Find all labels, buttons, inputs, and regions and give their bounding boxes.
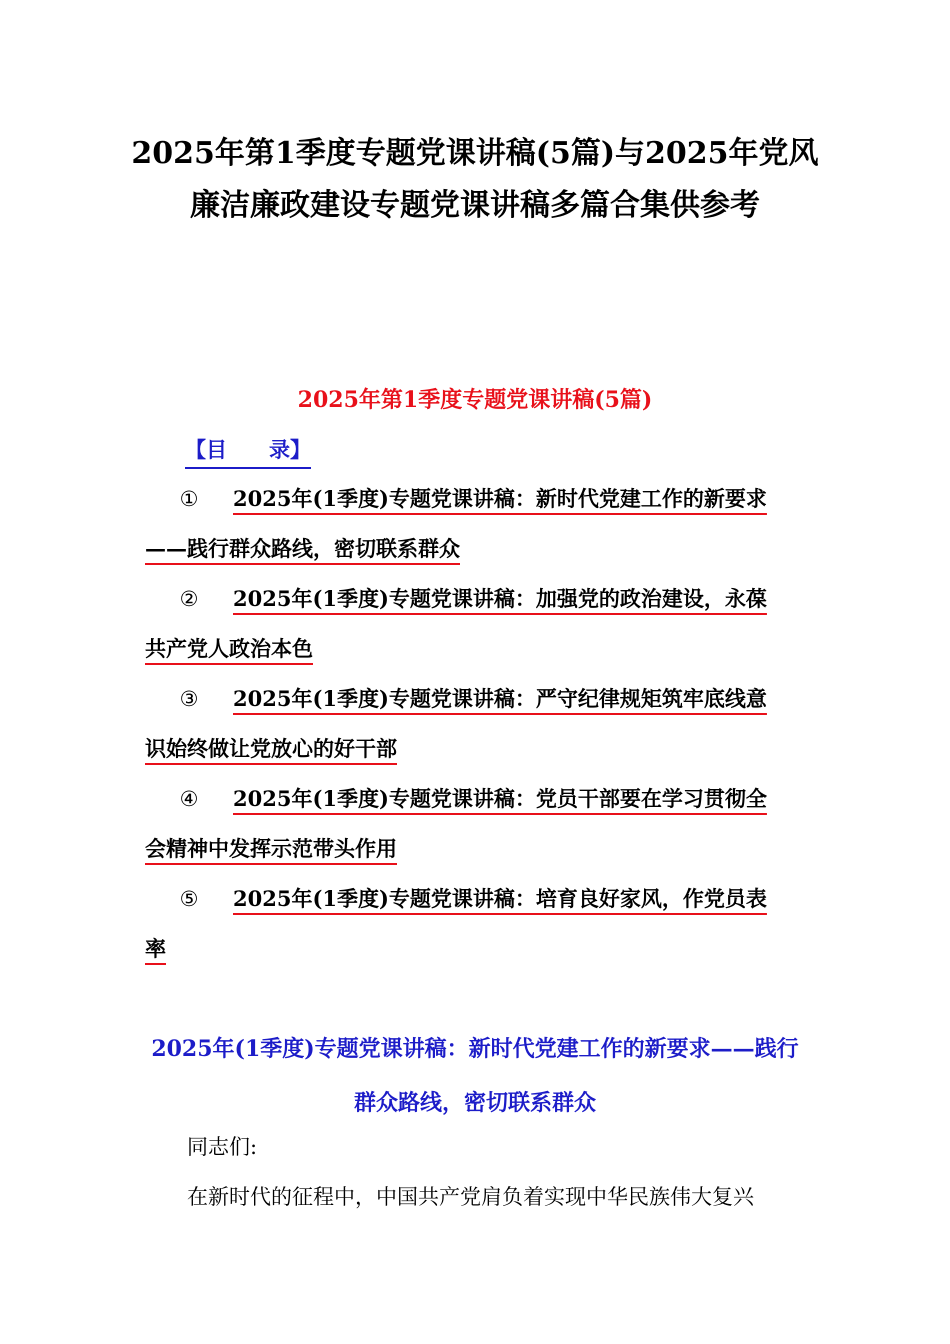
main-title-line-2: 廉洁廉政建设专题党课讲稿多篇合集供参考 (190, 188, 760, 223)
article-title-line-2: 群众路线，密切联系群众 (353, 1090, 596, 1116)
toc-item-link-cont[interactable]: 率 (145, 936, 166, 961)
main-title (120, 128, 830, 232)
toc-heading-right: 录】 (269, 437, 311, 462)
article-title (140, 1022, 810, 1130)
toc-item-3[interactable] (145, 674, 807, 774)
toc-item-link-cont[interactable]: 共产党人政治本色 (145, 636, 313, 661)
toc-item-link[interactable]: 2025年(1季度)专题党课讲稿：培育良好家风，作党员表 (233, 886, 767, 911)
toc-item-2[interactable] (145, 574, 807, 674)
toc-item-link-cont[interactable]: ——践行群众路线，密切联系群众 (145, 536, 460, 561)
main-title-line-1: 2025年第1季度专题党课讲稿(5篇)与2025年党风 (131, 136, 819, 171)
toc-item-link[interactable]: 2025年(1季度)专题党课讲稿：加强党的政治建设，永葆 (233, 586, 767, 611)
toc-item-number: ④ (179, 787, 199, 811)
toc-item-link-cont[interactable]: 会精神中发挥示范带头作用 (145, 836, 397, 861)
greeting (145, 1122, 807, 1172)
toc-item-link[interactable]: 2025年(1季度)专题党课讲稿：严守纪律规矩筑牢底线意 (233, 686, 767, 711)
body-paragraph (145, 1172, 807, 1222)
section-title: 2025年第1季度专题党课讲稿(5篇) (297, 387, 653, 413)
toc-item-5[interactable] (145, 874, 807, 974)
toc-item-link[interactable]: 2025年(1季度)专题党课讲稿：新时代党建工作的新要求 (233, 486, 767, 511)
toc-item-number: ② (179, 587, 199, 611)
article-title-line-1: 2025年(1季度)专题党课讲稿：新时代党建工作的新要求——践行 (151, 1036, 799, 1062)
toc-item-4[interactable] (145, 774, 807, 874)
toc-item-link-cont[interactable]: 识始终做让党放心的好干部 (145, 736, 397, 761)
body-line-1: 在新时代的征程中，中国共产党肩负着实现中华民族伟大复兴 (187, 1185, 754, 1209)
toc-item-number: ③ (179, 687, 199, 711)
toc-item-link[interactable]: 2025年(1季度)专题党课讲稿：党员干部要在学习贯彻全 (233, 786, 767, 811)
toc-item-number: ① (179, 487, 199, 511)
toc-heading[interactable] (185, 433, 311, 469)
greeting-text: 同志们: (187, 1135, 258, 1159)
toc-item-1[interactable] (145, 474, 807, 574)
toc-heading-left: 【目 (185, 437, 227, 462)
toc-item-number: ⑤ (179, 887, 199, 911)
